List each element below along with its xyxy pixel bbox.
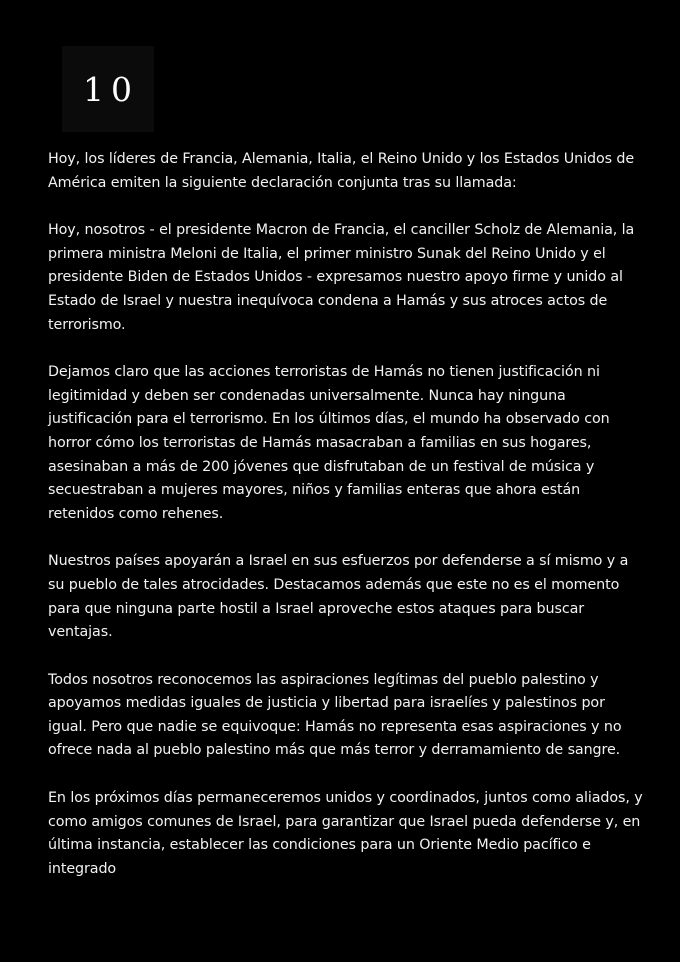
- paragraph-leaders-support: Hoy, nosotros - el presidente Macron de Francia, el canciller Scholz de Alemania, la primera ministra Meloni de Italia, el primer ministro Sunak del Reino Unido y el presidente Biden de Estados Unidos - expresamos nuestro apoyo firme y unido al Estado de Israel y nuestra inequívoca condena a Hamás y sus atroces actos de terrorismo.: [48, 222, 635, 333]
- paragraph-coordination: En los próximos días permaneceremos unidos y coordinados, juntos como aliados, y como amigos comunes de Israel, para garantizar que Israel pueda defenderse y, en última instancia, establecer las condiciones para un Oriente Medio pacífico e integrado: [48, 790, 643, 877]
- paragraph-palestinian-aspirations: Todos nosotros reconocemos las aspiraciones legítimas del pueblo palestino y apoyamos medidas iguales de justicia y libertad para israelíes y palestinos por igual. Pero que nadie se equivoque: Hamás no representa esas aspiraciones y no ofrece nada al pueblo palestino más que más terror y derramamiento de sangre.: [48, 671, 622, 759]
- paragraph-condemnation: Dejamos claro que las acciones terroristas de Hamás no tienen justificación ni legitimidad y deben ser condenadas universalmente. Nunca hay ninguna justificación para el terrorismo. En los últimos días, el mundo ha observado con horror cómo los terroristas de Hamás masacraban a familias en sus hogares, asesinaban a más de 200 jóvenes que disfrutaban de un festival de música y secuestraban a mujeres mayores, niños y familias enteras que ahora están retenidos como rehenes.: [48, 364, 610, 522]
- logo-text: 10: [83, 69, 139, 109]
- paragraph-intro: Hoy, los líderes de Francia, Alemania, Italia, el Reino Unido y los Estados Unidos de América emiten la siguiente declaración conjunta tras su llamada:: [48, 151, 635, 191]
- paragraph-support-israel: Nuestros países apoyarán a Israel en sus esfuerzos por defenderse a sí mismo y a su pueblo de tales atrocidades. Destacamos además que este no es el momento para que ninguna parte hostil a Israel aproveche estos ataques para buscar ventajas.: [48, 553, 629, 641]
- logo: [62, 46, 154, 132]
- statement-body: [48, 148, 648, 905]
